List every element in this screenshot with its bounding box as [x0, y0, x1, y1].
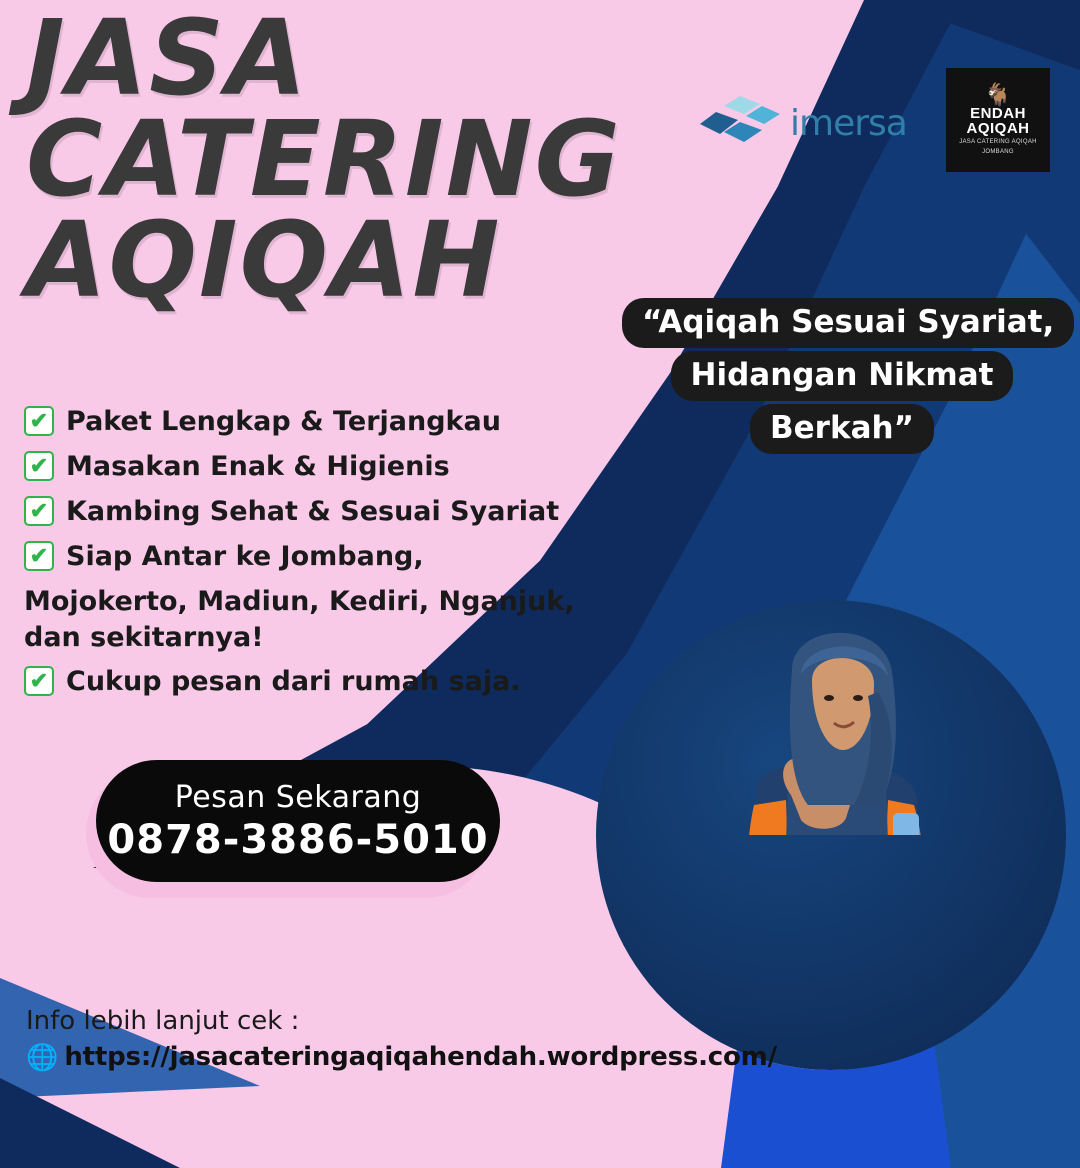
goat-icon: 🐐: [984, 81, 1012, 107]
check-icon: ✔: [24, 496, 54, 526]
feature-text-continuation: Mojokerto, Madiun, Kediri, Nganjuk,: [24, 585, 575, 617]
person-photo: [596, 600, 1066, 1168]
quote-line-3: Berkah”: [750, 404, 934, 454]
quote-line-2: Hidangan Nikmat: [671, 351, 1014, 401]
footer-link-row[interactable]: [26, 1042, 777, 1072]
feature-text: Masakan Enak & Higienis: [66, 450, 450, 482]
cta-phone-number: 0878-3886-5010: [107, 816, 489, 863]
imersa-logo: [700, 88, 910, 158]
cta-label: Pesan Sekarang: [174, 779, 422, 815]
imersa-wordmark: imersa: [790, 102, 907, 144]
list-item: [24, 404, 624, 440]
endah-subtitle-line-1: JASA CATERING AQIQAH: [959, 139, 1037, 146]
endah-title-line-1: ENDAH: [970, 104, 1026, 122]
endah-subtitle-line-2: JOMBANG: [982, 149, 1014, 156]
check-icon: ✔: [24, 406, 54, 436]
title-line-3: AQIQAH: [26, 198, 502, 321]
feature-text: Siap Antar ke Jombang,: [66, 540, 424, 572]
list-item: [24, 664, 624, 700]
check-icon: ✔: [24, 451, 54, 481]
check-icon: ✔: [24, 666, 54, 696]
feature-list: [24, 404, 624, 709]
list-item: [24, 449, 624, 485]
footer: [26, 1006, 777, 1072]
endah-title-line-2: AQIQAH: [966, 119, 1030, 137]
footer-label: Info lebih lanjut cek :: [26, 1006, 300, 1036]
feature-text-continuation: dan sekitarnya!: [24, 621, 264, 653]
list-item: [24, 494, 624, 530]
feature-text: Cukup pesan dari rumah saja.: [66, 666, 521, 698]
quote-badge: [622, 298, 1062, 457]
quote-line-1: “Aqiqah Sesuai Syariat,: [622, 298, 1074, 348]
endah-aqiqah-logo: [946, 68, 1050, 172]
globe-icon: 🌐: [26, 1042, 59, 1072]
list-item: [24, 539, 624, 575]
feature-text: Kambing Sehat & Sesuai Syariat: [66, 495, 560, 527]
order-now-button[interactable]: [96, 760, 500, 882]
feature-text: Paket Lengkap & Terjangkau: [66, 406, 501, 437]
imersa-mark-icon: [700, 92, 786, 154]
page-title: [26, 0, 623, 321]
title-line-2: CATERING: [26, 97, 623, 220]
check-icon: ✔: [24, 541, 54, 571]
title-line-1: JASA: [26, 0, 309, 119]
website-url[interactable]: https://jasacateringaqiqahendah.wordpress.com/: [64, 1042, 777, 1072]
